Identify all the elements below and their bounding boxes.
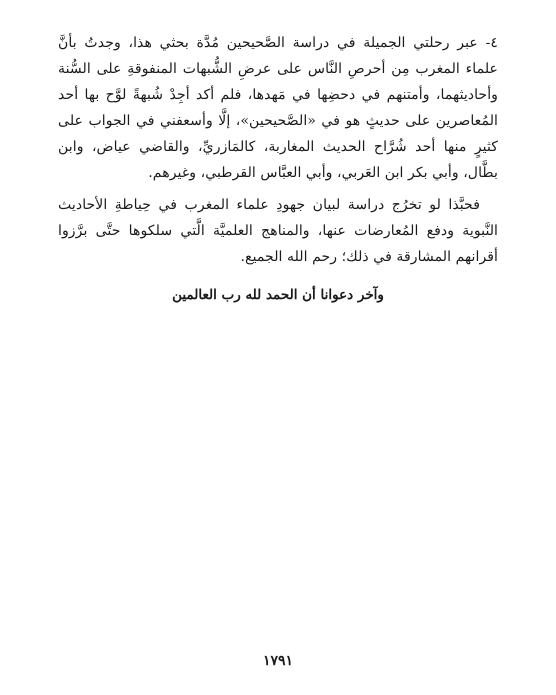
body-text bbox=[58, 30, 498, 270]
page-number: ١٧٩١ bbox=[262, 653, 294, 669]
closing-prayer: وآخر دعوانا أن الحمد لله رب العالمين bbox=[172, 287, 384, 303]
paragraph-point-4: ٤- عبر رحلتي الجميلة في دراسة الصَّحيحين مُدَّة بحثي هذا، وجدتُ بأنَّ علماء المغرب مِن أحرصِ النَّاس على عرضِ الشُّبهات المنفوقةِ على السُّنة وأحاديثهما، وأمتنهم في دحضِها في مَهدها، فلم أكد أجِدْ شُبهةً لوَّح بها أحد المُعاصرين على حديثٍ هو في «الصَّحيحين»، إلَّا وأسعفني في الجواب على كثيرٍ منها أحد شُرَّاح الحديث المغاربة، كالمَازريِّ، والقاضي عياض، وابن بطَّال، وأبي بكر ابن العَربي، وأبي العبَّاس القرطبي، وغيرهم. bbox=[58, 35, 498, 181]
paragraph-recommendation: فحبَّذا لو تخرُج دراسة لبيان جهودِ علماء المغرب في حِياطةِ الأحاديث النَّبوية ودفع المُعارضات عنها، والمناهج العلميَّة الَّتي سلكوها حتَّى برَّزوا أقرانهم المشارقة في ذلك؛ رحم الله الجميع. bbox=[58, 197, 498, 265]
